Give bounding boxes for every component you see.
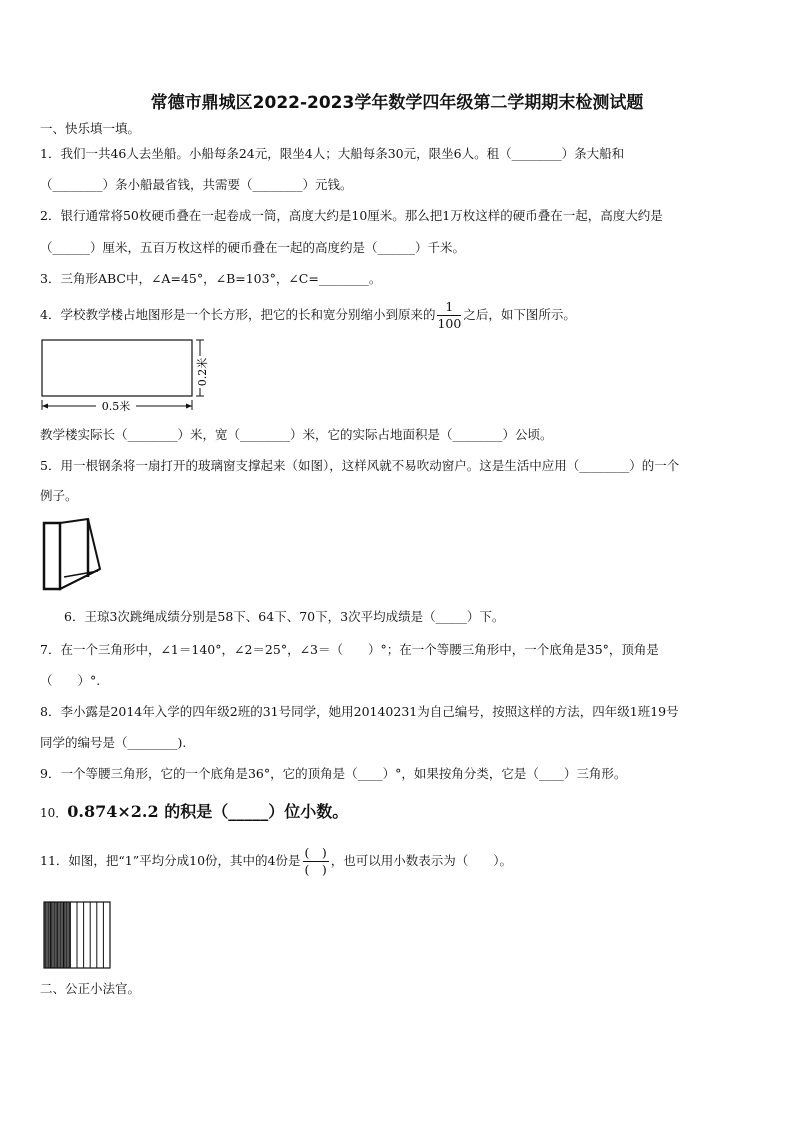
question-4-text-before: 4．学校教学楼占地图形是一个长方形，把它的长和宽分别缩小到原来的 (40, 307, 436, 322)
question-5-line-2: 例子。 (40, 488, 78, 503)
figure-width-label: 0.5米 (101, 400, 131, 413)
section-2-heading: 二、公正小法官。 (40, 981, 141, 996)
question-4-line-2: 教学楼实际长（________）米，宽（________）米，它的实际占地面积是（________）公顷。 (40, 427, 553, 442)
question-11-text-after: ，也可以用小数表示为（ ）。 (330, 853, 513, 868)
question-8-line-1: 8．李小露是2014年入学的四年级2班的31号同学，她用20140231为自己编号，按照这样的方法，四年级1班19号 (40, 704, 679, 719)
question-4-line-1 (40, 298, 576, 332)
fraction-denominator-blank: ( ) (304, 862, 327, 877)
question-7-line-1: 7．在一个三角形中，∠1＝140°，∠2＝25°，∠3＝（ ）°；在一个等腰三角形中，一个底角是35°，顶角是 (40, 642, 659, 657)
question-5-line-1: 5．用一根钢条将一扇打开的玻璃窗支撑起来（如图），这样风就不易吹动窗户。这是生活中应用（________）的一个 (40, 458, 680, 473)
question-9: 9．一个等腰三角形，它的一个底角是36°，它的顶角是（____）°，如果按角分类，它是（____）三角形。 (40, 766, 627, 781)
question-4-text-after: 之后，如下图所示。 (463, 307, 576, 322)
question-6: 6．王琼3次跳绳成绩分别是58下、64下、70下，3次平均成绩是（_____）下。 (64, 609, 505, 624)
question-10 (40, 801, 348, 824)
question-1-line-1: 1．我们一共46人去坐船。小船每条24元，限坐4人；大船每条30元，限坐6人。租（________）条大船和 (40, 146, 625, 161)
section-1-heading: 一、快乐填一填。 (40, 121, 141, 136)
fraction-denominator: 100 (437, 316, 462, 331)
window-figure (40, 517, 108, 593)
question-2-line-1: 2．银行通常将50枚硬币叠在一起卷成一筒，高度大约是10厘米。那么把1万枚这样的硬币叠在一起，高度大约是 (40, 208, 663, 223)
question-2-line-2: （______）厘米，五百万枚这样的硬币叠在一起的高度约是（______）千米。 (40, 240, 466, 255)
fraction-numerator-blank: ( ) (304, 845, 327, 860)
question-4-fraction (437, 299, 461, 332)
question-11-text-before: 11．如图，把“1”平均分成10份，其中的4份是 (40, 853, 301, 868)
ten-strips-figure (42, 900, 114, 972)
question-8-line-2: 同学的编号是（________). (40, 735, 187, 750)
rectangle-figure (36, 336, 216, 414)
fraction-numerator: 1 (437, 299, 461, 316)
figure-height-label: 0.2米 (196, 357, 209, 387)
question-10-text: 0.874×2.2 的积是（_____）位小数。 (67, 802, 349, 821)
question-7-line-2: （ ）°. (40, 673, 101, 688)
question-1-line-2: （________）条小船最省钱，共需要（________）元钱。 (40, 177, 353, 192)
question-11 (40, 837, 512, 885)
question-10-number: 10． (40, 806, 68, 820)
question-3: 3．三角形ABC中，∠A=45°，∠B=103°，∠C=________。 (40, 271, 382, 286)
page-title: 常德市鼎城区2022-2023学年数学四年级第二学期期末检测试题 (150, 93, 644, 113)
question-11-fraction (303, 845, 329, 878)
